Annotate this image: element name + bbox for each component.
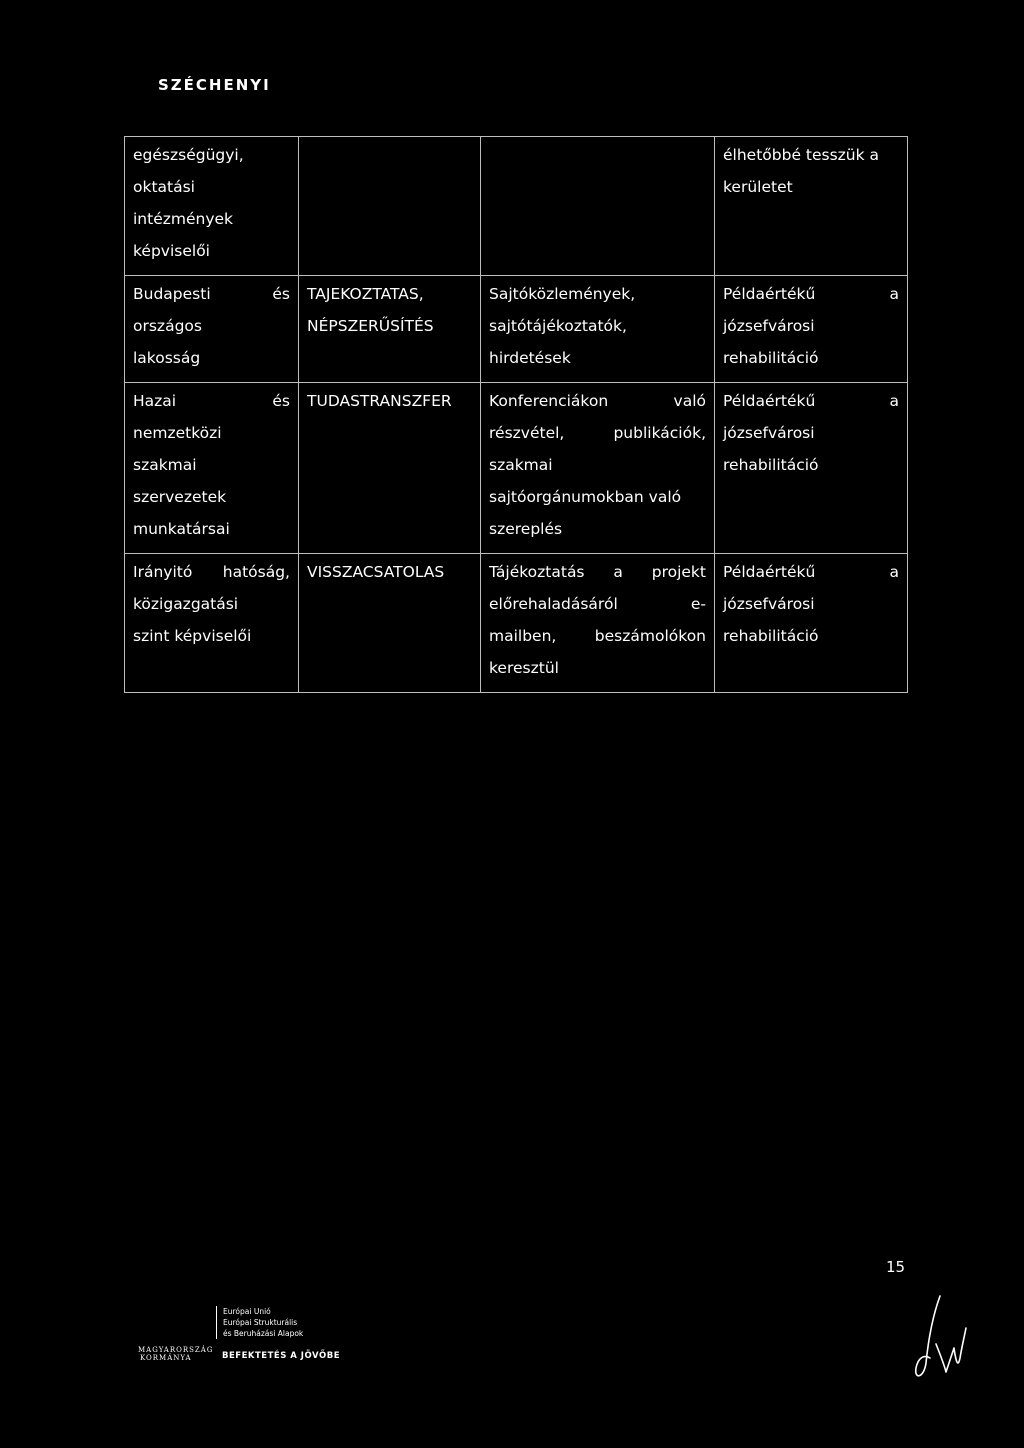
tools-cell: Tájékoztatás a projekt előrehaladásáról e- mailben, beszámolókon keresztül (481, 554, 715, 693)
message-cell: Példaértékű a józsefvárosi rehabilitáció (715, 554, 908, 693)
table-row (125, 137, 908, 276)
tools-cell: Konferenciákon való részvétel, publikációk, szakmai sajtóorgánumokban való szereplés (481, 383, 715, 554)
tools-cell: Sajtóközlemények, sajtótájékoztatók, hirdetések (481, 276, 715, 383)
message-cell: Példaértékű a józsefvárosi rehabilitáció (715, 276, 908, 383)
target-cell: egészségügyi, oktatási intézmények képviselői (125, 137, 299, 276)
header-brand: SZÉCHENYI (158, 76, 271, 94)
tools-cell (481, 137, 715, 276)
message-cell: Példaértékű a józsefvárosi rehabilitáció (715, 383, 908, 554)
table-row (125, 383, 908, 554)
message-cell: élhetőbbé tesszük a kerületet (715, 137, 908, 276)
signature (910, 1288, 970, 1388)
footer-slogan: BEFEKTETÉS A JÖVŐBE (222, 1351, 341, 1361)
eu-funds-logo: Európai Unió Európai Strukturális és Beruházási Alapok (216, 1306, 303, 1339)
communication-table (124, 136, 908, 693)
target-cell: Irányitó hatóság, közigazgatási szint képviselői (125, 554, 299, 693)
channel-cell: TUDASTRANSZFER (299, 383, 481, 554)
government-logo: MAGYARORSZÁG KORMÁNYA (138, 1346, 214, 1362)
page-number: 15 (886, 1258, 906, 1276)
channel-cell: TAJEKOZTATAS, NÉPSZERŰSÍTÉS (299, 276, 481, 383)
channel-cell (299, 137, 481, 276)
target-cell: Budapesti és országos lakosság (125, 276, 299, 383)
table-row (125, 554, 908, 693)
table-row (125, 276, 908, 383)
target-cell: Hazai és nemzetközi szakmai szervezetek munkatársai (125, 383, 299, 554)
channel-cell: VISSZACSATOLAS (299, 554, 481, 693)
